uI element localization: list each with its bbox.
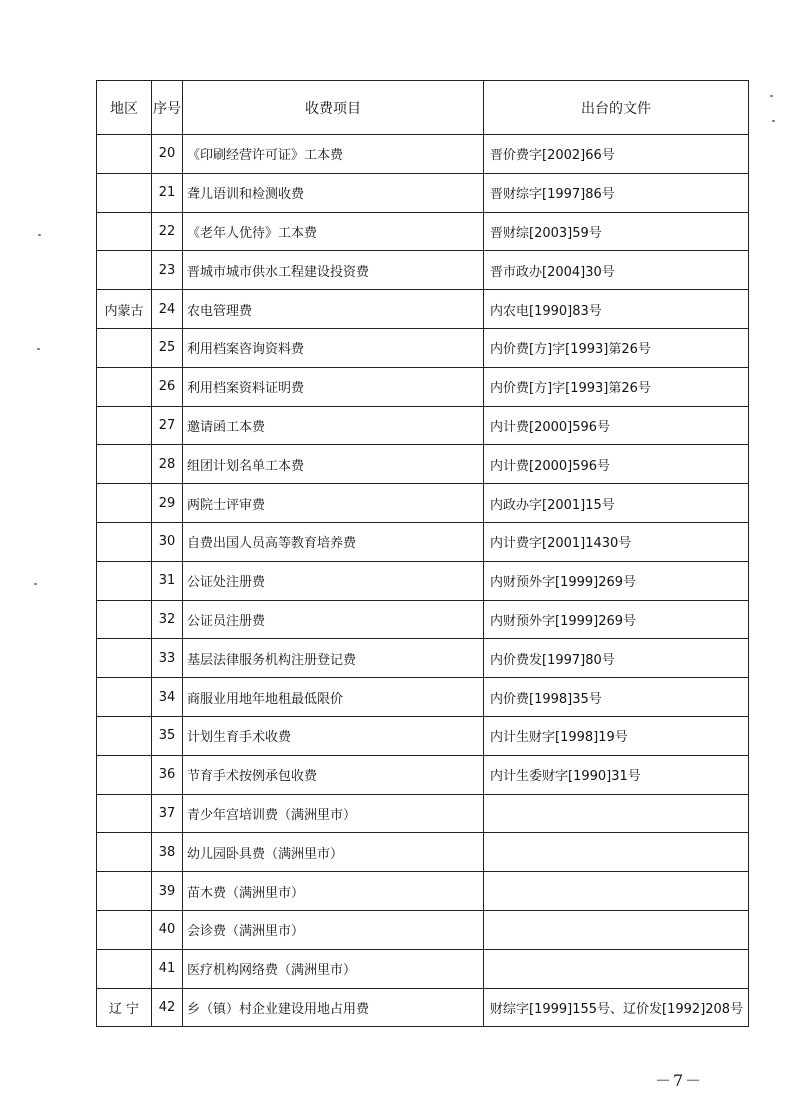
cell-seq: 37 xyxy=(152,794,183,833)
cell-region xyxy=(97,367,152,406)
cell-seq: 31 xyxy=(152,561,183,600)
cell-item: 晋城市城市供水工程建设投资费 xyxy=(183,251,484,290)
cell-item: 乡（镇）村企业建设用地占用费 xyxy=(183,988,484,1027)
cell-document: 内农电[1990]83号 xyxy=(484,290,749,329)
cell-region xyxy=(97,212,152,251)
table-row xyxy=(97,406,749,445)
cell-region xyxy=(97,328,152,367)
cell-item: 利用档案咨询资料费 xyxy=(183,328,484,367)
cell-region xyxy=(97,833,152,872)
cell-seq: 42 xyxy=(152,988,183,1027)
cell-seq: 25 xyxy=(152,328,183,367)
cell-document: 内价费发[1997]80号 xyxy=(484,639,749,678)
cell-seq: 24 xyxy=(152,290,183,329)
cell-document: 晋价费字[2002]66号 xyxy=(484,135,749,174)
cell-region xyxy=(97,678,152,717)
cell-seq: 35 xyxy=(152,716,183,755)
table-row xyxy=(97,833,749,872)
table-row xyxy=(97,212,749,251)
cell-region xyxy=(97,484,152,523)
cell-seq: 38 xyxy=(152,833,183,872)
table-row xyxy=(97,561,749,600)
cell-region xyxy=(97,173,152,212)
cell-region xyxy=(97,600,152,639)
table-row xyxy=(97,872,749,911)
cell-document: 内价费[方]字[1993]第26号 xyxy=(484,328,749,367)
table-row xyxy=(97,251,749,290)
scan-speck xyxy=(38,234,41,236)
cell-region xyxy=(97,135,152,174)
cell-item: 医疗机构网络费（满洲里市） xyxy=(183,949,484,988)
cell-region xyxy=(97,522,152,561)
table-row xyxy=(97,522,749,561)
cell-item: 公证处注册费 xyxy=(183,561,484,600)
cell-region xyxy=(97,716,152,755)
cell-seq: 27 xyxy=(152,406,183,445)
cell-document xyxy=(484,949,749,988)
table-row xyxy=(97,600,749,639)
table-header-row xyxy=(97,81,749,135)
cell-item: 《印刷经营许可证》工本费 xyxy=(183,135,484,174)
cell-document: 内财预外字[1999]269号 xyxy=(484,561,749,600)
table-row xyxy=(97,988,749,1027)
cell-region xyxy=(97,445,152,484)
table-row xyxy=(97,949,749,988)
cell-item: 青少年宫培训费（满洲里市） xyxy=(183,794,484,833)
table-row xyxy=(97,484,749,523)
cell-item: 会诊费（满洲里市） xyxy=(183,910,484,949)
table-row xyxy=(97,135,749,174)
scan-speck xyxy=(34,583,37,585)
table-row xyxy=(97,290,749,329)
cell-item: 聋儿语训和检测收费 xyxy=(183,173,484,212)
cell-seq: 21 xyxy=(152,173,183,212)
cell-item: 公证员注册费 xyxy=(183,600,484,639)
table-row xyxy=(97,639,749,678)
cell-seq: 28 xyxy=(152,445,183,484)
cell-document xyxy=(484,872,749,911)
cell-document xyxy=(484,833,749,872)
cell-item: 《老年人优待》工本费 xyxy=(183,212,484,251)
table-body xyxy=(97,135,749,1027)
cell-document: 财综字[1999]155号、辽价发[1992]208号 xyxy=(484,988,749,1027)
cell-item: 利用档案资料证明费 xyxy=(183,367,484,406)
cell-item: 苗木费（满洲里市） xyxy=(183,872,484,911)
cell-document: 内计生财字[1998]19号 xyxy=(484,716,749,755)
cell-document xyxy=(484,794,749,833)
cell-document: 内计费[2000]596号 xyxy=(484,406,749,445)
header-item: 收费项目 xyxy=(183,81,484,135)
cell-seq: 36 xyxy=(152,755,183,794)
cell-document: 内计费[2000]596号 xyxy=(484,445,749,484)
cell-document: 内计费字[2001]1430号 xyxy=(484,522,749,561)
cell-region xyxy=(97,406,152,445)
cell-seq: 32 xyxy=(152,600,183,639)
cell-seq: 40 xyxy=(152,910,183,949)
cell-item: 农电管理费 xyxy=(183,290,484,329)
cell-item: 基层法律服务机构注册登记费 xyxy=(183,639,484,678)
table-row xyxy=(97,755,749,794)
cell-item: 节育手术按例承包收费 xyxy=(183,755,484,794)
cell-item: 组团计划名单工本费 xyxy=(183,445,484,484)
table-row xyxy=(97,910,749,949)
cell-document: 晋财综字[1997]86号 xyxy=(484,173,749,212)
cell-region xyxy=(97,251,152,290)
cell-item: 商服业用地年地租最低限价 xyxy=(183,678,484,717)
scan-speck xyxy=(772,120,775,122)
cell-document: 内计生委财字[1990]31号 xyxy=(484,755,749,794)
cell-item: 邀请函工本费 xyxy=(183,406,484,445)
cell-document: 内价费[1998]35号 xyxy=(484,678,749,717)
cell-seq: 39 xyxy=(152,872,183,911)
header-region: 地区 xyxy=(97,81,152,135)
cell-seq: 23 xyxy=(152,251,183,290)
cell-region xyxy=(97,910,152,949)
header-seq: 序号 xyxy=(152,81,183,135)
cell-region: 辽 宁 xyxy=(97,988,152,1027)
table-row xyxy=(97,173,749,212)
page-number: －7－ xyxy=(655,1071,704,1090)
cell-region xyxy=(97,872,152,911)
table-row xyxy=(97,716,749,755)
cell-item: 计划生育手术收费 xyxy=(183,716,484,755)
header-document: 出台的文件 xyxy=(484,81,749,135)
cell-item: 两院士评审费 xyxy=(183,484,484,523)
table-row xyxy=(97,678,749,717)
scan-speck xyxy=(37,348,40,350)
cell-item: 自费出国人员高等教育培养费 xyxy=(183,522,484,561)
scan-speck xyxy=(770,95,773,97)
cell-item: 幼儿园卧具费（满洲里市） xyxy=(183,833,484,872)
cell-seq: 30 xyxy=(152,522,183,561)
cell-region xyxy=(97,794,152,833)
cell-region xyxy=(97,561,152,600)
cell-seq: 26 xyxy=(152,367,183,406)
cell-seq: 33 xyxy=(152,639,183,678)
cell-seq: 22 xyxy=(152,212,183,251)
cell-seq: 29 xyxy=(152,484,183,523)
cell-seq: 41 xyxy=(152,949,183,988)
cell-document: 晋财综[2003]59号 xyxy=(484,212,749,251)
cell-region: 内蒙古 xyxy=(97,290,152,329)
table-row xyxy=(97,328,749,367)
cell-region xyxy=(97,755,152,794)
cell-document: 晋市政办[2004]30号 xyxy=(484,251,749,290)
cell-document: 内价费[方]字[1993]第26号 xyxy=(484,367,749,406)
table-row xyxy=(97,794,749,833)
cell-region xyxy=(97,639,152,678)
cell-seq: 20 xyxy=(152,135,183,174)
cell-document: 内政办字[2001]15号 xyxy=(484,484,749,523)
table-row xyxy=(97,367,749,406)
cell-region xyxy=(97,949,152,988)
table-row xyxy=(97,445,749,484)
cell-seq: 34 xyxy=(152,678,183,717)
fee-table xyxy=(96,80,749,1027)
cell-document xyxy=(484,910,749,949)
cell-document: 内财预外字[1999]269号 xyxy=(484,600,749,639)
